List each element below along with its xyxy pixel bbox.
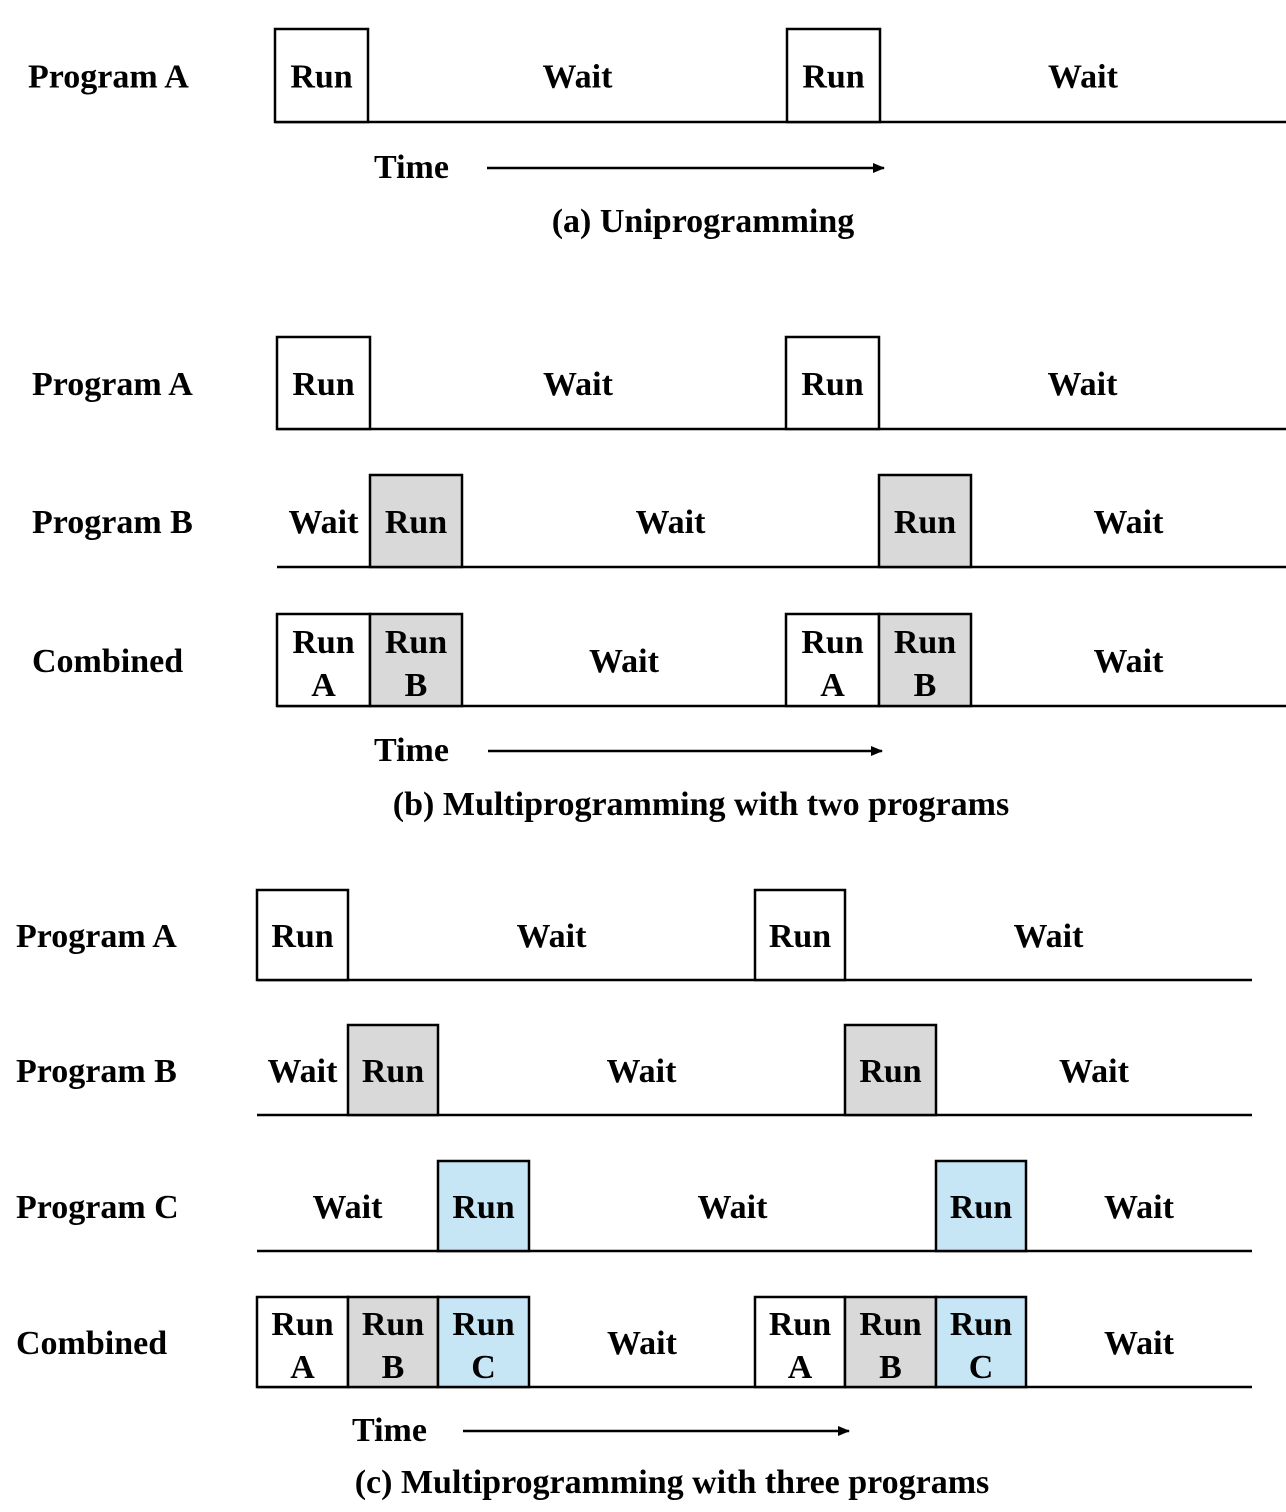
panel-a [28,29,1286,240]
program-letter-label: A [290,1349,315,1386]
run-box [438,1297,529,1387]
run-box [845,1297,936,1387]
wait-segment [1059,1053,1130,1090]
row-label-program-a: Program A [28,58,189,96]
run-label: Run [384,504,448,541]
program-letter-label: B [404,667,428,704]
run-label: Run [859,1053,922,1090]
program-letter-label: A [820,667,845,704]
row-program-c [16,1161,1252,1251]
run-box [787,29,880,122]
program-letter-label: A [787,1349,813,1386]
run-box [845,1025,936,1115]
row-combined [16,1297,1252,1387]
row-label-program-b: Program B [32,504,193,541]
run-label: Run [361,1306,425,1343]
wait-segment [1048,366,1119,403]
run-box [936,1297,1026,1387]
wait-segment [543,366,614,403]
run-box [348,1297,438,1387]
row-label-combined: Combined [16,1325,168,1362]
wait-segment [517,918,588,955]
wait-label: Wait [516,918,587,955]
row-label-program-c: Program C [16,1189,179,1226]
wait-label: Wait [1104,1325,1174,1362]
run-label: Run [292,624,355,661]
panel-c [16,890,1252,1501]
wait-segment [1094,643,1165,680]
run-box [257,1297,348,1387]
wait-segment [289,504,360,541]
wait-segment [1048,59,1119,96]
run-label: Run [452,1306,515,1343]
wait-label: Wait [267,1053,338,1090]
run-label: Run [801,366,864,403]
time-label: Time [374,732,449,769]
run-box [755,1297,845,1387]
run-label: Run [893,624,957,661]
run-label: Run [292,366,355,403]
wait-label: Wait [1059,1053,1129,1090]
program-letter-label: C [968,1349,994,1386]
program-letter-label: B [913,667,937,704]
run-label: Run [290,58,353,96]
run-box [277,614,370,706]
panel-b [32,337,1286,823]
wait-label: Wait [1013,918,1084,955]
panel-caption: (c) Multiprogramming with three programs [354,1464,990,1501]
wait-segment [313,1189,384,1226]
run-label: Run [949,1189,1013,1226]
wait-label: Wait [288,504,359,541]
wait-segment [1014,918,1085,955]
run-box [438,1161,529,1251]
run-box [786,337,879,429]
wait-label: Wait [635,504,706,541]
run-label: Run [452,1189,515,1226]
program-letter-label: C [471,1349,496,1386]
wait-label: Wait [589,643,659,680]
row-program-a [16,890,1252,980]
wait-label: Wait [542,58,613,96]
program-letter-label: A [311,667,336,704]
wait-segment [1094,504,1165,541]
run-box [370,614,462,706]
run-box [348,1025,438,1115]
run-label: Run [361,1053,425,1090]
run-label: Run [859,1306,922,1343]
run-box [936,1161,1026,1251]
run-box [755,890,845,980]
run-label: Run [271,1306,334,1343]
wait-label: Wait [1093,504,1164,541]
wait-label: Wait [607,1325,677,1362]
program-letter-label: B [381,1349,405,1386]
row-label-program-b: Program B [16,1053,177,1090]
panel-caption: (a) Uniprogramming [551,203,855,240]
run-label: Run [801,624,864,661]
wait-label: Wait [1104,1189,1174,1226]
run-label: Run [768,1306,832,1343]
row-label-combined: Combined [32,643,184,680]
time-axis [352,1412,849,1449]
run-box [277,337,370,429]
row-program-b [16,1025,1252,1115]
run-box [879,475,971,567]
run-box [786,614,879,706]
run-label: Run [802,58,865,96]
wait-segment [543,59,614,96]
wait-segment [1104,1189,1175,1226]
row-program-b [32,475,1286,567]
wait-segment [1104,1325,1175,1362]
row-label-program-a: Program A [16,918,177,955]
program-letter-label: B [879,1349,902,1386]
row-combined [32,614,1286,706]
wait-label: Wait [606,1053,677,1090]
run-box [257,890,348,980]
wait-segment [268,1053,339,1090]
panel-caption: (b) Multiprogramming with two programs [392,786,1010,823]
wait-segment [607,1053,678,1090]
time-axis [374,149,884,186]
run-box [275,29,368,122]
wait-segment [589,643,660,680]
run-label: Run [949,1306,1013,1343]
run-box [370,475,462,567]
run-label: Run [271,918,334,955]
wait-label: Wait [697,1189,768,1226]
run-box [879,614,971,706]
wait-segment [607,1325,678,1362]
wait-label: Wait [1047,366,1118,403]
time-label: Time [374,149,449,186]
wait-segment [698,1189,769,1226]
run-label: Run [768,918,832,955]
time-axis [374,732,882,769]
wait-label: Wait [312,1189,383,1226]
run-label: Run [384,624,448,661]
time-label: Time [352,1412,427,1449]
wait-segment [636,504,707,541]
row-program-a [32,337,1286,429]
run-label: Run [893,504,957,541]
row-label-program-a: Program A [32,366,193,403]
wait-label: Wait [543,366,613,403]
wait-label: Wait [1093,643,1164,680]
row-program-a [28,29,1286,122]
wait-label: Wait [1048,58,1118,96]
